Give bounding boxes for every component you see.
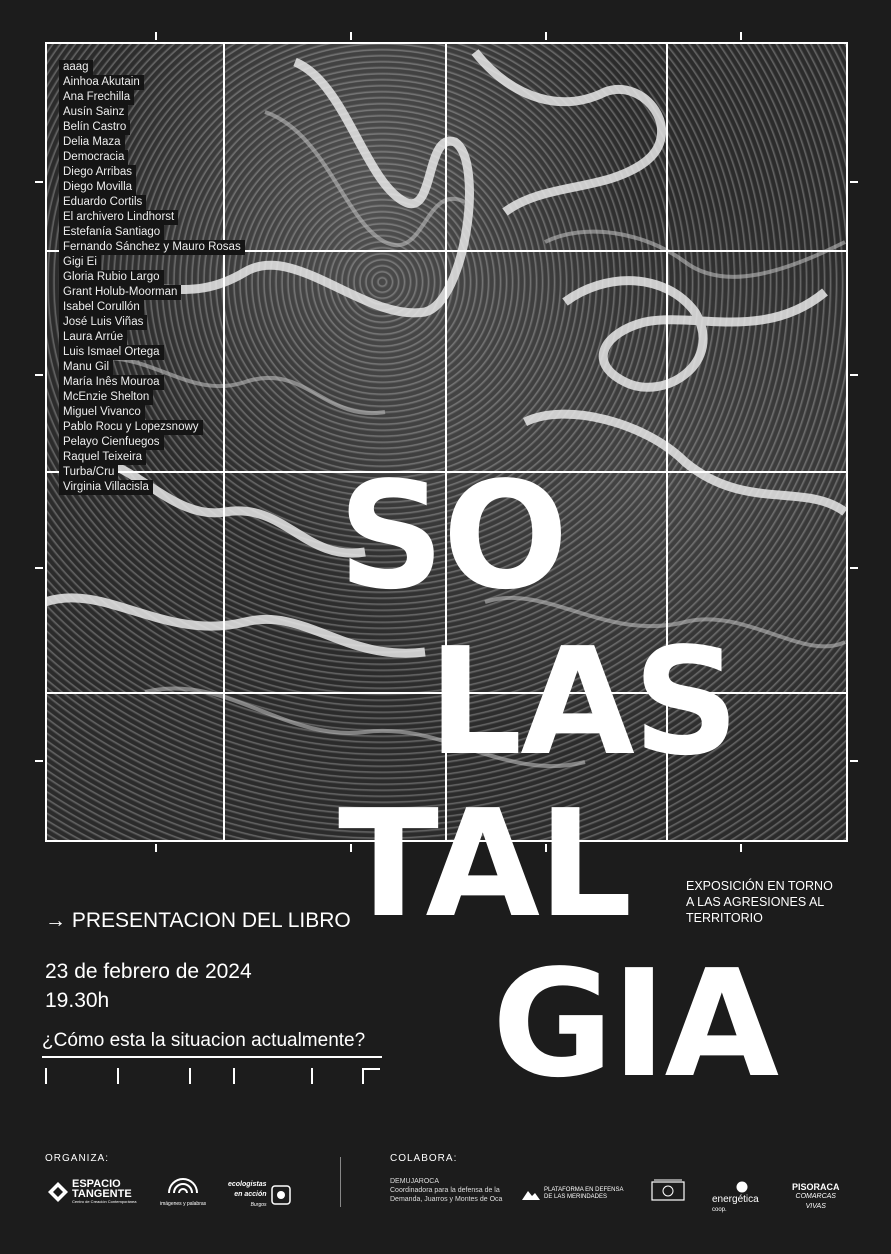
event-time: 19.30h [45, 989, 110, 1012]
title-line-2: LAS [428, 616, 738, 788]
arrow-icon: → [45, 909, 66, 932]
artist-name: Grant Holub-Moorman [59, 285, 181, 300]
logo-text: COMARCAS [795, 1193, 836, 1200]
sketch-logo [650, 1178, 686, 1204]
ruler-tick [362, 1068, 364, 1084]
espacio-tangente-icon [48, 1182, 68, 1202]
artist-name: Diego Movilla [59, 180, 136, 195]
presentation-label: PRESENTACION DEL LIBRO [71, 909, 351, 932]
artist-name: aaag [59, 60, 93, 75]
ruler-tick [311, 1068, 313, 1084]
title-line-3: TAL [338, 778, 631, 950]
waves-icon [165, 1175, 201, 1197]
title-line-4: GIA [492, 938, 778, 1110]
logo-text: Burgos [250, 1202, 267, 1208]
logo-text: VIVAS [805, 1203, 826, 1210]
artist-name: Ana Frechilla [59, 90, 134, 105]
subtitle-line: TERRITORIO [686, 911, 763, 925]
artist-name: Miguel Vivanco [59, 405, 145, 420]
plataforma-logo [522, 1187, 623, 1201]
ruler-tick [189, 1068, 191, 1084]
artist-name: Manu Gil [59, 360, 113, 375]
frame-tick [155, 32, 157, 40]
logo-text: energética [712, 1194, 759, 1205]
organiza-label: ORGANIZA: [45, 1153, 110, 1164]
espacio-tangente-logo [48, 1179, 136, 1204]
ruler-tick [233, 1068, 235, 1084]
artist-name: Estefanía Santiago [59, 225, 164, 240]
artist-list [59, 60, 245, 495]
artist-name: Isabel Corullón [59, 300, 144, 315]
question-text: ¿Cómo esta la situacion actualmente? [42, 1030, 366, 1051]
sketch-icon [650, 1178, 686, 1202]
artist-name: Eduardo Cortils [59, 195, 146, 210]
presentation-heading [45, 909, 351, 933]
logo-tagline: Centro de Creación Contemporánea [72, 1199, 137, 1204]
artist-name: Belín Castro [59, 120, 130, 135]
event-datetime [45, 957, 252, 1015]
artist-name: Raquel Teixeira [59, 450, 146, 465]
artist-name: Luis Ismael Ortega [59, 345, 164, 360]
logo-text: en acción [234, 1191, 267, 1198]
frame-tick [740, 32, 742, 40]
org-line: Demanda, Juarros y Montes de Oca [390, 1196, 503, 1203]
logo-text: ESPACIO [72, 1178, 121, 1190]
mountain-icon [522, 1188, 540, 1200]
frame-tick [850, 374, 858, 376]
artist-name: Ainhoa Akutain [59, 75, 144, 90]
logo-text: DE LAS MERINDADES [544, 1194, 608, 1200]
frame-tick [545, 32, 547, 40]
artist-name: Laura Arrúe [59, 330, 127, 345]
underline [42, 1056, 382, 1058]
pisoraca-logo [792, 1182, 840, 1212]
logo-text: PISORACA [792, 1182, 840, 1192]
logo-text: PLATAFORMA EN DEFENSA [544, 1187, 624, 1193]
ruler-tick [117, 1068, 119, 1084]
flower-icon [271, 1185, 291, 1205]
frame-tick [35, 760, 43, 762]
frame-tick [35, 567, 43, 569]
footer-divider [340, 1157, 341, 1207]
imagenes-palabras-logo [160, 1175, 206, 1209]
frame-tick [35, 374, 43, 376]
artist-name: José Luis Viñas [59, 315, 147, 330]
frame-tick [35, 181, 43, 183]
logo-text: ecologistas [228, 1181, 267, 1188]
artist-name: Pelayo Cienfuegos [59, 435, 164, 450]
frame-tick [155, 844, 157, 852]
artist-name: Diego Arribas [59, 165, 136, 180]
org-title: DEMUJAROCA [390, 1178, 440, 1185]
org-line: Coordinadora para la defensa de la [390, 1187, 500, 1194]
artist-name: Fernando Sánchez y Mauro Rosas [59, 240, 245, 255]
artist-name: El archivero Lindhorst [59, 210, 178, 225]
artist-name: Delia Maza [59, 135, 125, 150]
frame-tick [740, 844, 742, 852]
energetica-logo [712, 1181, 759, 1215]
artist-name: Virginia Villacisla [59, 480, 153, 495]
colabora-label: COLABORA: [390, 1153, 458, 1164]
ruler-tick [45, 1068, 47, 1084]
artist-name: Pablo Rocu y Lopezsnowy [59, 420, 203, 435]
artist-name: Turba/Cru [59, 465, 118, 480]
artist-name: McEnzie Shelton [59, 390, 153, 405]
subtitle-line: EXPOSICIÓN EN TORNO [686, 879, 833, 893]
logo-text: coop. [712, 1207, 727, 1213]
frame-tick [850, 181, 858, 183]
energy-icon [736, 1181, 748, 1193]
ecologistas-logo [228, 1180, 291, 1210]
exhibition-subtitle [686, 878, 833, 926]
logo-text: imágenes y palabras [160, 1201, 207, 1207]
logo-text: TANGENTE [72, 1188, 132, 1200]
artist-name: Democracia [59, 150, 128, 165]
demujaroca-text [390, 1177, 502, 1204]
artist-name: María Inês Mouroa [59, 375, 164, 390]
frame-tick [850, 567, 858, 569]
ruler-tick [362, 1068, 380, 1070]
artist-name: Gigi Ei [59, 255, 101, 270]
frame-tick [850, 760, 858, 762]
artist-name: Ausín Sainz [59, 105, 128, 120]
subtitle-line: A LAS AGRESIONES AL [686, 895, 825, 909]
artist-name: Gloria Rubio Largo [59, 270, 164, 285]
event-date: 23 de febrero de 2024 [45, 960, 252, 983]
title-line-1: SO [338, 450, 567, 622]
frame-tick [350, 32, 352, 40]
